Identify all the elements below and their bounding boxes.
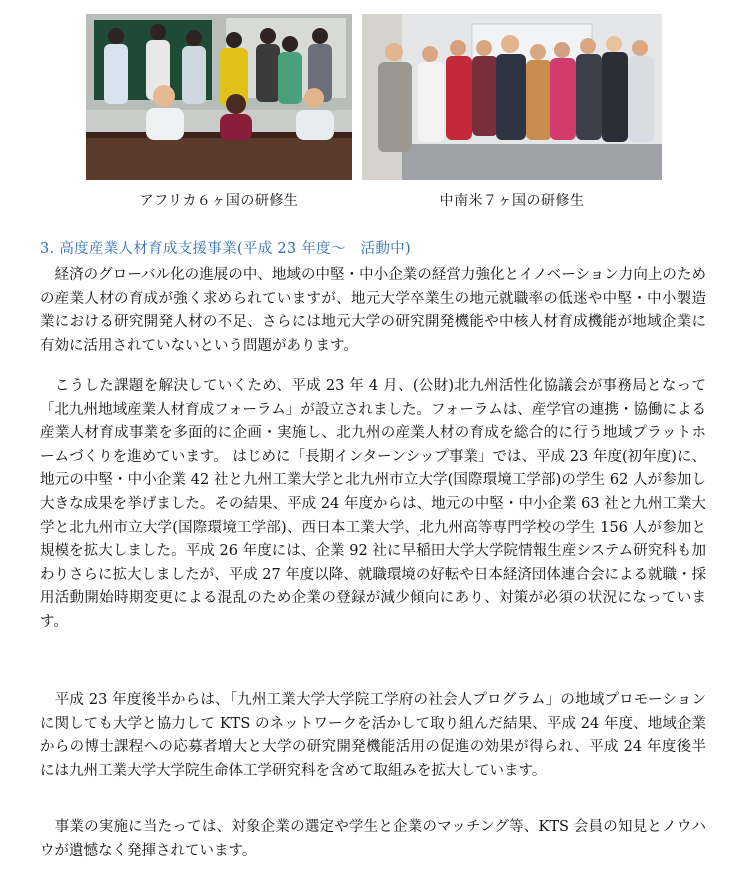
paragraph-forum: こうした課題を解決していくため、平成 23 年 4 月、(公財)北九州活性化協議会が事務局となって「北九州地域産業人材育成フォーラム」が設立されました。フォーラムは、産学官の連携・協働による産業人材育成事業を多面的に企画・実施し、北九州の産業人材の育成を総合的に行う地域プラットホームづくりを進めています。 はじめに「長期インターンシップ事業」では、平成 23 年度(初年度)に、地元の中堅・中小企業 42 社と九州工業大学と北九州市立大学(国際環境工学部)の学生 62 人が参加し大きな成果を挙げました。その結果、平成 24 年度からは、地元の中堅・中小企業 63 社と九州工業大学と北九州市立大学(国際環境工学部)、西日本工業大学、北九州高等専門学校の学生 156 人が参加と規模を拡大しました。平成 26 年度には、企業 92 社に早稲田大学大学院情報生産システム研究科も加わりさらに拡大しましたが、平成 27 年度以降、就職環境の好転や日本経済団体連合会による就職・採用活動開始時期変更による混乱のため企業の登録が減少傾向にあり、対策が必須の状況になっています。: [40, 378, 706, 630]
paragraph-background: 経済のグローバル化の進展の中、地域の中堅・中小企業の経営力強化とイノベーション力向上のための産業人材の育成が強く求められていますが、地元大学卒業生の地元就職率の低迷や中堅・中小製造業における研究開発人材の不足、さらには地元大学の研究開発機能や中核人材育成機能が地域企業に有効に活用されていないという問題があります。: [40, 267, 706, 354]
photo-caption-latin-america: 中南米７ヶ国の研修生: [439, 193, 585, 209]
group-photo-latin-america: [362, 14, 662, 180]
photo-caption-africa: アフリカ６ヶ国の研修生: [139, 193, 299, 209]
paragraph-graduate-program: 平成 23 年度後半からは、「九州工業大学大学院工学府の社会人プログラム」の地域プロモーションに関しても大学と協力して KTS のネットワークを活かして取り組んだ結果、平成 24 年度、地域企業からの博士課程への応募者増大と大学の研究開発機能活用の促進の効果が得られ、平成 24 年度後半には九州工業大学大学院生命体工学研究科を含めて取組みを拡大しています。: [40, 692, 706, 779]
paragraph-implementation: 事業の実施に当たっては、対象企業の選定や学生と企業のマッチング等、KTS 会員の知見とノウハウが遺憾なく発揮されています。: [40, 819, 706, 859]
section-heading: 3. 高度産業人材育成支援事業(平成 23 年度～ 活動中): [40, 241, 411, 257]
group-photo-africa: [86, 14, 352, 180]
